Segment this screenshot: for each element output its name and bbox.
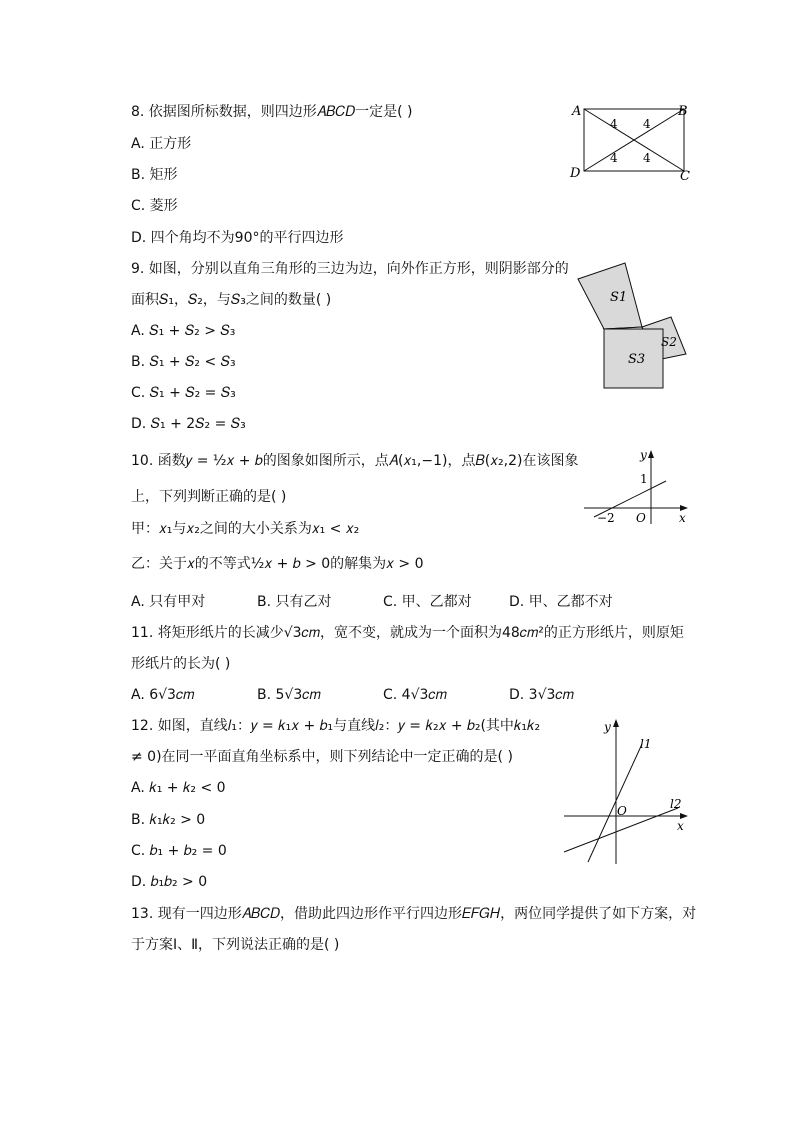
q8-value-do: 4 — [610, 151, 618, 165]
q12-x-label: x — [677, 819, 684, 833]
q11-option-a: A. 6√3𝑐𝑚 — [131, 687, 195, 703]
q9-pythagoras-figure — [570, 255, 695, 393]
q8-rectangle-figure — [566, 100, 696, 185]
q10-option-a: A. 只有甲对 — [131, 594, 206, 610]
q12-stem-line1: 12. 如图，直线𝑙₁：𝑦 = 𝑘₁𝑥 + 𝑏₁与直线𝑙₂：𝑦 = 𝑘₂𝑥 + 𝑏₂(其中𝑘₁𝑘₂ — [131, 718, 541, 734]
q10-option-c: C. 甲、乙都对 — [383, 594, 472, 610]
q12-y-label: y — [604, 720, 611, 734]
q9-stem-line1: 9. 如图，分别以直角三角形的三边为边，向外作正方形，则阴影部分的 — [131, 261, 569, 277]
q11-option-c: C. 4√3𝑐𝑚 — [383, 687, 447, 703]
q12-option-b: B. 𝑘₁𝑘₂ > 0 — [131, 812, 206, 828]
q8-value-co: 4 — [643, 151, 651, 165]
q10-stem-line2: 上，下列判断正确的是( ) — [131, 489, 287, 505]
q10-origin: O — [636, 511, 646, 525]
q11-stem-line1: 11. 将矩形纸片的长减少√3𝑐𝑚，宽不变，就成为一个面积为48𝑐𝑚²的正方形纸片，则原矩 — [131, 625, 684, 641]
q12-stem-line2: ≠ 0)在同一平面直角坐标系中，则下列结论中一定正确的是( ) — [131, 749, 513, 765]
q10-stem-line1: 10. 函数𝑦 = ½𝑥 + 𝑏的图象如图所示，点𝐴(𝑥₁,−1)，点𝐵(𝑥₂,2)在该图象 — [131, 453, 579, 469]
q8-label-d: D — [570, 166, 581, 181]
q12-option-d: D. 𝑏₁𝑏₂ > 0 — [131, 874, 208, 890]
q9-option-d: D. 𝑆₁ + 2𝑆₂ = 𝑆₃ — [131, 416, 246, 432]
q12-label-l1: l1 — [640, 737, 652, 751]
q9-stem-line2: 面积𝑆₁，𝑆₂，与𝑆₃之间的数量( ) — [131, 292, 332, 308]
q8-option-d: D. 四个角均不为90°的平行四边形 — [131, 230, 344, 246]
q8-value-bo: 4 — [643, 117, 651, 131]
q12-origin: O — [617, 804, 627, 818]
q10-tick-x: −2 — [597, 511, 615, 525]
q8-option-c: C. 菱形 — [131, 198, 178, 214]
q10-option-d: D. 甲、乙都不对 — [509, 594, 613, 610]
q10-statement-yi: 乙：关于𝑥的不等式½𝑥 + 𝑏 > 0的解集为𝑥 > 0 — [131, 556, 424, 572]
q10-tick-y: 1 — [640, 472, 648, 486]
q8-stem: 8. 依据图所标数据，则四边形𝐴𝐵𝐶𝐷一定是( ) — [131, 104, 413, 120]
q9-label-s2: S2 — [661, 335, 677, 349]
q12-two-lines-figure — [560, 714, 692, 866]
q11-stem-line2: 形纸片的长为( ) — [131, 656, 231, 672]
q8-label-a: A — [572, 104, 582, 119]
q9-option-c: C. 𝑆₁ + 𝑆₂ = 𝑆₃ — [131, 385, 236, 401]
q10-line-graph-figure — [580, 446, 692, 528]
q8-label-c: C — [680, 169, 690, 184]
q12-option-c: C. 𝑏₁ + 𝑏₂ = 0 — [131, 843, 227, 859]
q8-option-a: A. 正方形 — [131, 136, 192, 152]
q9-option-b: B. 𝑆₁ + 𝑆₂ < 𝑆₃ — [131, 354, 236, 370]
q10-y-label: y — [640, 448, 647, 462]
q13-stem-line1: 13. 现有一四边形𝐴𝐵𝐶𝐷，借助此四边形作平行四边形𝐸𝐹𝐺𝐻，两位同学提供了如下方案，对 — [131, 906, 697, 922]
q9-option-a: A. 𝑆₁ + 𝑆₂ > 𝑆₃ — [131, 323, 236, 339]
q11-option-b: B. 5√3𝑐𝑚 — [257, 687, 321, 703]
q10-x-label: x — [679, 511, 686, 525]
q8-value-ao: 4 — [610, 117, 618, 131]
q11-option-d: D. 3√3𝑐𝑚 — [509, 687, 574, 703]
q8-label-b: B — [678, 104, 688, 119]
q10-option-b: B. 只有乙对 — [257, 594, 332, 610]
q12-option-a: A. 𝑘₁ + 𝑘₂ < 0 — [131, 780, 226, 796]
q9-label-s1: S1 — [610, 290, 628, 305]
q9-label-s3: S3 — [628, 352, 646, 367]
q8-option-b: B. 矩形 — [131, 167, 178, 183]
q13-stem-line2: 于方案Ⅰ、Ⅱ，下列说法正确的是( ) — [131, 937, 340, 953]
q10-statement-jia: 甲：𝑥₁与𝑥₂之间的大小关系为𝑥₁ < 𝑥₂ — [131, 521, 360, 537]
q12-label-l2: l2 — [670, 797, 682, 811]
